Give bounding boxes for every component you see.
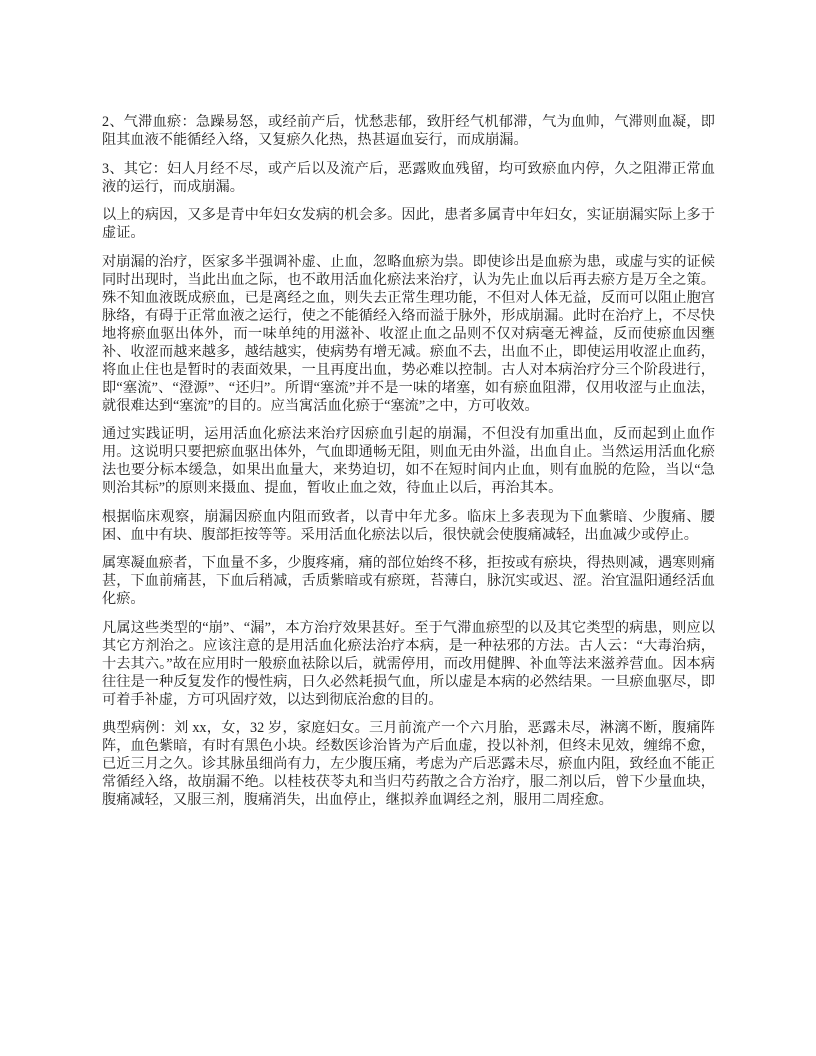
paragraph-cause-qi-stagnation: 2、气滞血瘀：急躁易怒，或经前产后，忧愁悲郁，致肝经气机郁滞，气为血帅，气滞则血凝，即阻其血液不能循经入络，又复瘀久化热，热甚逼血妄行，而成崩漏。: [102, 114, 715, 148]
paragraph-applicability-caution: 凡属这些类型的“崩”、“漏”，本方治疗效果甚好。至于气滞血瘀型的以及其它类型的病患，则应以其它方剂治之。应该注意的是用活血化瘀法治疗本病，是一种祛邪的方法。古人云：“大毒治病，十去其六。”故在应用时一般瘀血祛除以后，就需停用，而改用健脾、补血等法来滋养营血。因本病往往是一种反复发作的慢性病，日久必然耗损气血，所以虚是本病的必然结果。一旦瘀血驱尽，即可着手补虚，方可巩固疗效，以达到彻底治愈的目的。: [102, 619, 715, 708]
paragraph-treatment-discussion: 对崩漏的治疗，医家多半强调补虚、止血，忽略血瘀为祟。即使诊出是血瘀为患，或虚与实的证候同时出现时，当此出血之际，也不敢用活血化瘀法来治疗，认为先止血以后再去瘀方是万全之策。殊不知血液既成瘀血，已是离经之血，则失去正常生理功能，不但对人体无益，反而可以阻止胞宫脉络，有碍于正常血液之运行，使之不能循经入络而溢于脉外，形成崩漏。此时在治疗上，不尽快地将瘀血驱出体外，而一味单纯的用滋补、收涩止血之品则不仅对病毫无裨益，反而使瘀血因壅补、收涩而越来越多，越结越实，使病势有增无减。瘀血不去，出血不止，即使运用收涩止血药，将血止住也是暂时的表面效果，一且再度出血，势必难以控制。古人对本病治疗分三个阶段进行，即“塞流”、“澄源”、“还归”。所谓“塞流”并不是一味的堵塞，如有瘀血阻滞，仅用收涩与止血法，就很难达到“塞流”的目的。应当寓活血化瘀于“塞流”之中，方可收效。: [102, 253, 715, 414]
paragraph-cold-congealed-stasis: 属寒凝血瘀者，下血量不多，少腹疼痛，痛的部位始终不移，拒按或有瘀块，得热则减，遇寒则痛甚，下血前痛甚，下血后稍减，舌质紫暗或有瘀斑，苔薄白，脉沉实或迟、涩。治宜温阳通经活血化瘀。: [102, 555, 715, 607]
paragraph-clinical-observation: 根据临床观察，崩漏因瘀血内阻而致者，以青中年尤多。临床上多表现为下血紫暗、少腹痛、腰困、血中有块、腹部拒按等等。采用活血化瘀法以后，很快就会使腹痛减轻，出血减少或停止。: [102, 508, 715, 543]
document-text-block: [102, 113, 715, 809]
paragraph-cause-other: 3、其它：妇人月经不尽，或产后以及流产后，恶露败血残留，均可致瘀血内停，久之阻滞正常血液的运行，而成崩漏。: [102, 160, 715, 195]
paragraph-epidemiology: 以上的病因，又多是青中年妇女发病的机会多。因此，患者多属青中年妇女，实证崩漏实际上多于虚证。: [102, 207, 715, 241]
paragraph-practice-proof: 通过实践证明，运用活血化瘀法来治疗因瘀血引起的崩漏，不但没有加重出血，反而起到止血作用。这说明只要把瘀血驱出体外，气血即通畅无阻，则血无由外溢，出血自止。当然运用活血化瘀法也要分标本缓急，如果出血量大，来势迫切，如不在短时间内止血，则有血脱的危险，当以“急则治其标”的原则来摄血、提血，暂收止血之效，待血止以后，再治其本。: [102, 426, 715, 496]
paragraph-typical-case: 典型病例：刘 xx，女，32 岁，家庭妇女。三月前流产一个六月胎，恶露未尽，淋漓不断，腹痛阵阵，血色紫暗，有时有黑色小块。经数医诊治皆为产后血虚，投以补剂，但终未见效，缠绵不愈，已近三月之久。诊其脉虽细尚有力，左少腹压痛，考虑为产后恶露未尽，瘀血内阻，致经血不能正常循经入络，故崩漏不绝。以桂枝茯苓丸和当归芍药散之合方治疗，服二剂以后，曾下少量血块，腹痛减轻，又服三剂，腹痛消失，出血停止，继拟养血调经之剂，服用二周痊愈。: [102, 720, 715, 808]
